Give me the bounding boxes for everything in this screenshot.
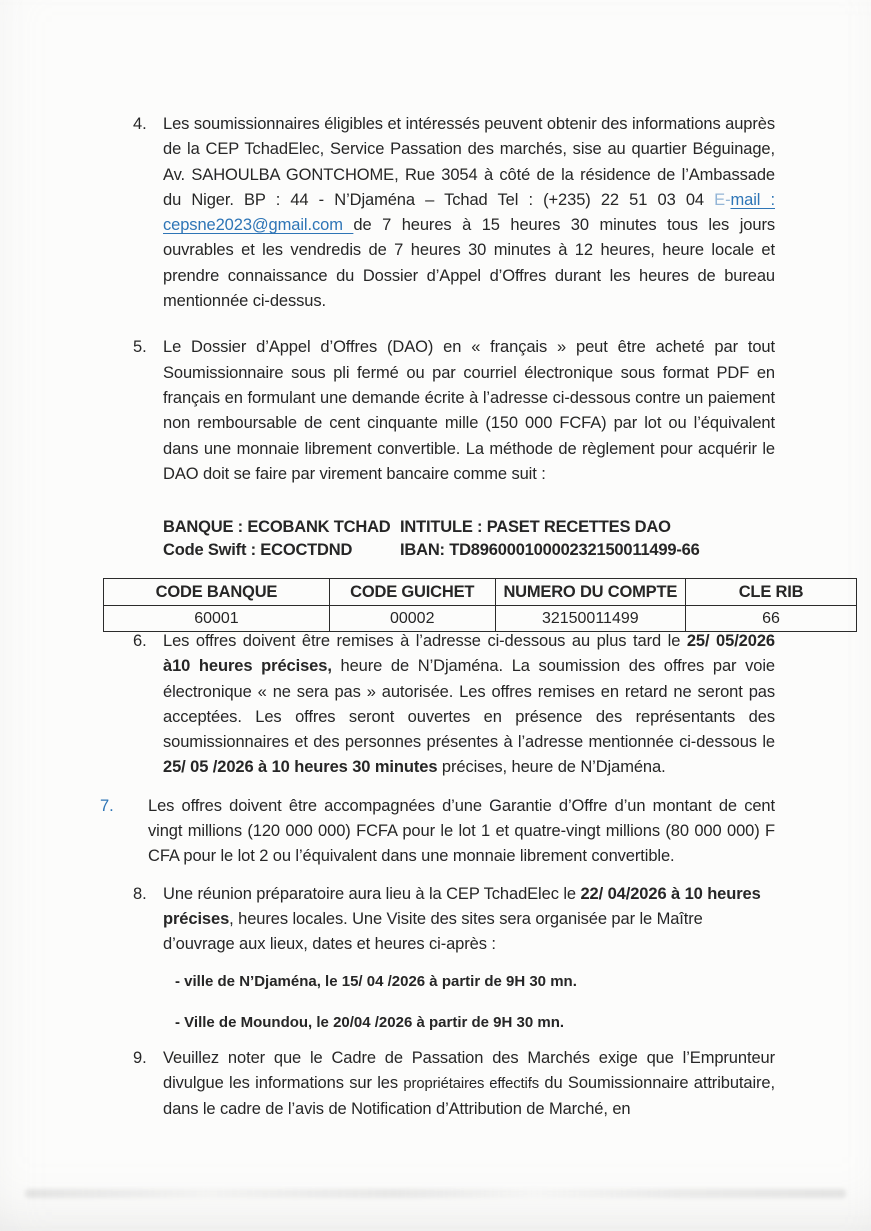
text-segment: 25/ 05 /2026 à 10 heures 30 minutes [163, 758, 438, 777]
item-number: 8. [133, 884, 147, 903]
table-header-row [104, 579, 857, 606]
text-segment: du Soumissionnaire attributaire, dans le cadre de l’avis de Notification d’Attribution de Marché, en [163, 1073, 775, 1119]
list-item-9 [133, 1046, 775, 1123]
table-cell-code-banque: 60001 [104, 606, 330, 632]
text-segment: de 7 heures à 15 heures 30 minutes tous les jours ouvrables et les vendredis de 7 heures 30 minutes à 12 heures, heure locale et prendre connaissance du Dossier d’Appel d’Offres durant les heures de bureau mentionnée ci-dessus. [163, 216, 775, 311]
text-segment: Le Dossier d’Appel d’Offres (DAO) en « français » peut être acheté par tout Soumissionnaire sous pli fermé ou par courriel électronique sous format PDF en français en formulant une demande écrite à l’adresse ci-dessous contre un paiement non remboursable de cent cinquante mille (150 000 FCFA) par lot ou l’équivalent dans une monnaie librement convertible. La méthode de règlement pour acquérir le DAO doit se faire par virement bancaire comme suit : [163, 338, 775, 483]
text-segment: , heures locales. Une Visite des sites sera organisée par le Maître d’ouvrage aux lieux, dates et heures ci-après : [163, 909, 703, 954]
list-item-5 [133, 335, 775, 487]
text-segment: Veuillez noter que le Cadre de Passation des Marchés exige que l’Emprunteur divulgue les informations sur les [163, 1048, 775, 1092]
table-cell-numero-compte: 32150011499 [495, 606, 686, 632]
text-segment: 25/ 05/2026 à10 heures précises, [163, 632, 775, 676]
site-visit-line: - ville de N’Djaména, le 15/ 04 /2026 à partir de 9H 30 mn. [175, 972, 577, 990]
iban-label: IBAN: TD89600010000232150011499-66 [400, 540, 700, 559]
list-item-6 [133, 629, 775, 781]
item-text [163, 629, 775, 781]
item-number: 9. [133, 1048, 147, 1067]
item-number: 7. [100, 796, 114, 815]
text-segment: E- [714, 190, 731, 209]
table-row [104, 606, 857, 632]
table-header-numero-compte: NUMERO DU COMPTE [495, 579, 686, 606]
text-segment: propriétaires effectifs [403, 1075, 540, 1092]
scan-smudge-artifact [25, 1189, 846, 1198]
bank-details-block [163, 516, 700, 561]
text-segment: 22/ 04/2026 à 10 heures précises [163, 884, 761, 928]
bank-account-table [103, 578, 857, 632]
numbered-list-upper [133, 112, 775, 487]
site-visit-line: - Ville de Moundou, le 20/04 /2026 à partir de 9H 30 mn. [175, 1013, 565, 1031]
item-text [163, 1046, 775, 1123]
list-item-7 [100, 794, 775, 870]
text-segment: Une réunion préparatoire aura lieu à la CEP TchadElec le [163, 884, 581, 903]
table-cell-code-guichet: 00002 [329, 606, 495, 632]
text-segment: Les soumissionnaires éligibles et intéressés peuvent obtenir des informations auprès de la CEP TchadElec, Service Passation des marchés, sise au quartier Béguinage, Av. SAHOULBA GONTCHOME, Rue 3054 à côté de la résidence de l’Ambassade du Niger. BP : 44 - N’Djaména – Tchad Tel : (+235) 22 51 03 04 [163, 115, 775, 209]
text-segment: heure de N’Djaména. La soumission des offres par voie électronique « ne sera pas » autorisée. Les offres remises en retard ne seront pas acceptées. Les offres seront ouvertes en présence des représentants des soumissionnaires et des personnes présentes à l’adresse mentionnée ci-dessous le [163, 657, 776, 752]
item-number: 6. [133, 632, 147, 650]
list-item-8 [133, 882, 775, 1033]
item-text [148, 794, 775, 870]
table-header-code-guichet: CODE GUICHET [329, 579, 495, 606]
text-segment: précises, heure de N’Djaména. [437, 758, 666, 777]
email-link[interactable]: mail : cepsne2023@gmail.com [163, 190, 775, 235]
account-title-label: INTITULE : PASET RECETTES DAO [400, 518, 671, 536]
table-header-code-banque: CODE BANQUE [104, 579, 330, 606]
text-segment: Les offres doivent être accompagnées d’une Garantie d’Offre d’un montant de cent vingt millions (120 000 000) FCFA pour le lot 1 et quatre-vingt millions (80 000 000) F CFA pour le lot 2 ou l’équivalent dans une monnaie librement convertible. [148, 796, 775, 866]
swift-code-label: Code Swift : ECOCTDND [163, 540, 353, 559]
item-number: 5. [133, 338, 147, 357]
item-text [163, 335, 775, 487]
item-number: 4. [133, 115, 147, 133]
numbered-list-lower [100, 629, 776, 1122]
item-text [163, 112, 775, 314]
item-text [163, 882, 775, 1033]
table-header-cle-rib: CLE RIB [686, 579, 857, 606]
text-segment: Les offres doivent être remises à l’adresse ci-dessous au plus tard le [163, 632, 687, 650]
bank-name-label: BANQUE : ECOBANK TCHAD [163, 518, 391, 536]
table-cell-cle-rib: 66 [686, 606, 857, 632]
list-item-4 [133, 112, 775, 314]
